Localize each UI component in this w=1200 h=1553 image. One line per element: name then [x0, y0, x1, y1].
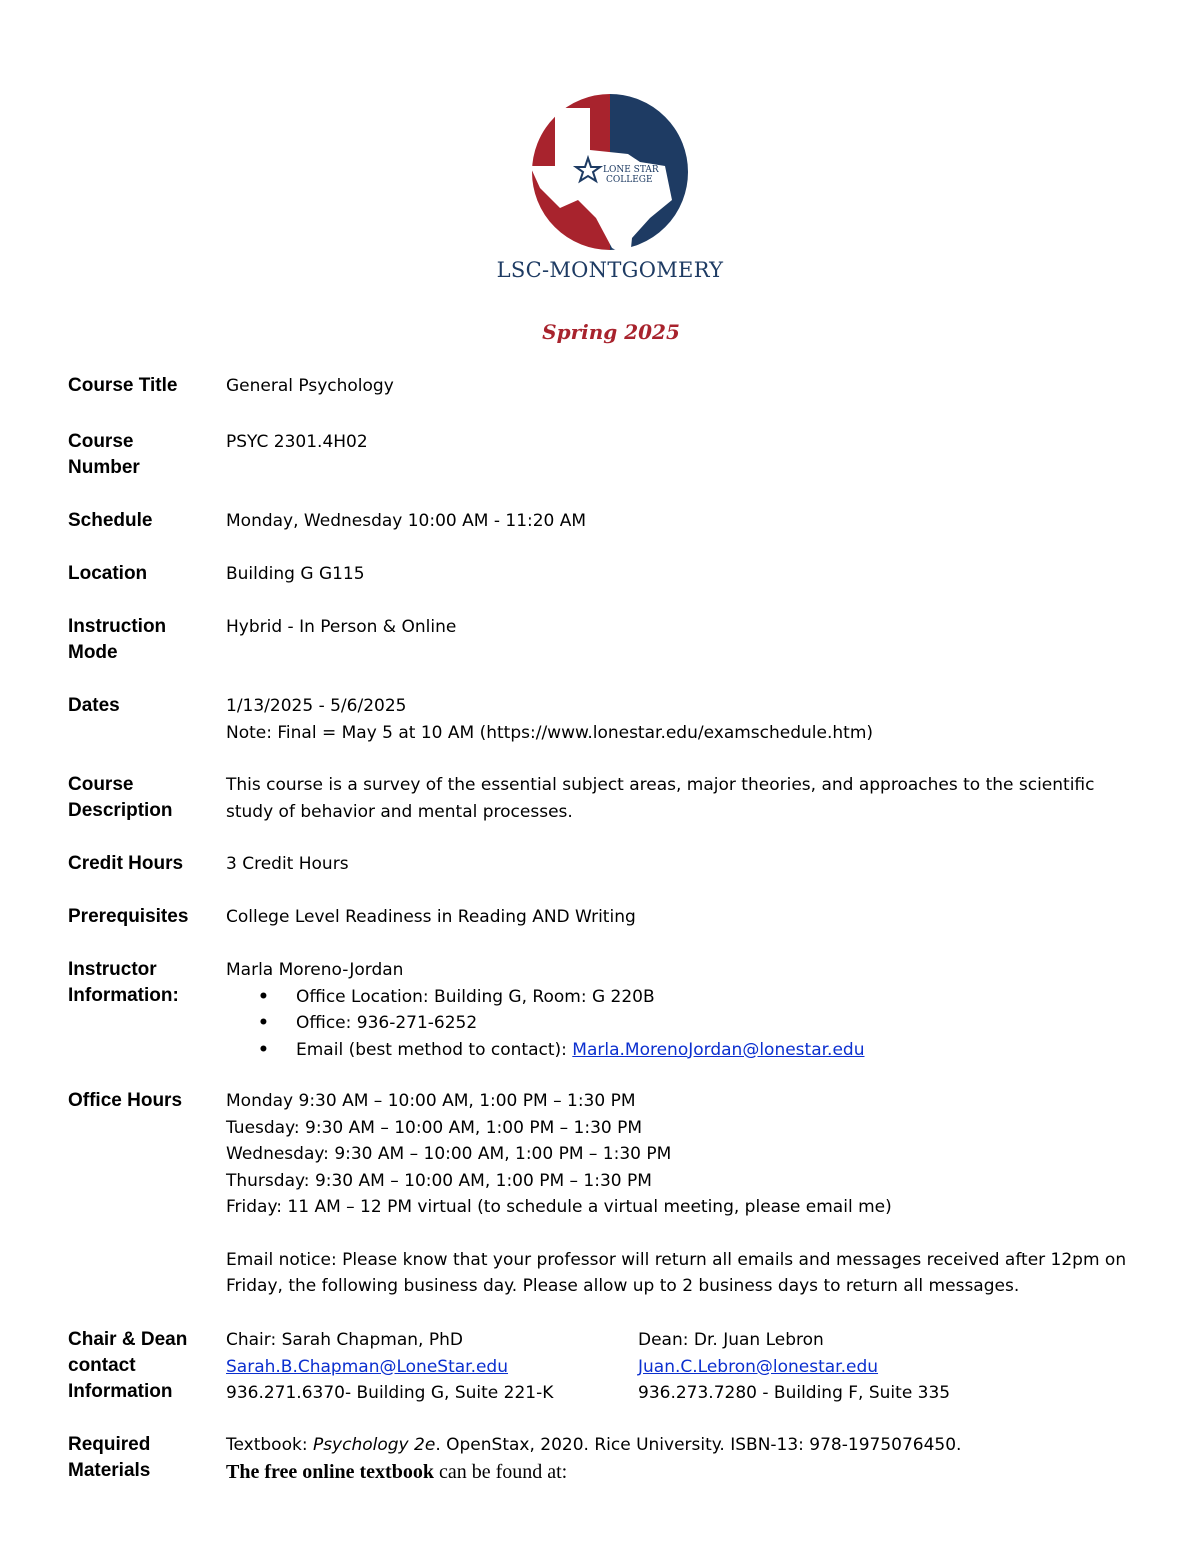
prerequisites-label: Prerequisites: [68, 906, 189, 927]
instruction-mode-label: Instruction Mode: [68, 616, 167, 663]
prerequisites-value: College Level Readiness in Reading AND Writing: [226, 907, 636, 927]
office-location: • Office Location: Building G, Room: G 220B: [226, 984, 1156, 1011]
chair-email-link[interactable]: Sarah.B.Chapman@LoneStar.edu: [226, 1356, 509, 1377]
course-description-label: Course Description: [68, 774, 173, 821]
chair-dean-label: Chair & Dean contact Information: [68, 1329, 188, 1402]
free-textbook-line: The free online textbook can be found at:: [226, 1460, 568, 1483]
course-title-value: General Psychology: [226, 376, 394, 396]
email-notice: Email notice: Please know that your professor will return all emails and messages received after 12pm on Friday, the following business day. Please allow up to 2 business days to return all messages.: [226, 1249, 1127, 1296]
office-hours-wednesday: Wednesday: 9:30 AM – 10:00 AM, 1:00 PM – 1:30 PM: [226, 1144, 672, 1164]
course-number-value: PSYC 2301.4H02: [226, 432, 368, 452]
instructor-value: [226, 957, 1156, 1063]
semester-title: Spring 2025: [542, 320, 680, 344]
schedule-label: Schedule: [68, 510, 153, 531]
schedule-value: Monday, Wednesday 10:00 AM - 11:20 AM: [226, 511, 587, 531]
office-hours-label: Office Hours: [68, 1090, 183, 1111]
required-materials-label: Required Materials: [68, 1434, 151, 1481]
credit-hours-value: 3 Credit Hours: [226, 854, 349, 874]
dean-name: Dean: Dr. Juan Lebron: [638, 1330, 824, 1350]
textbook-line: Textbook: Psychology 2e. OpenStax, 2020. Rice University. ISBN-13: 978-1975076450.: [226, 1435, 962, 1455]
email-prefix: Email (best method to contact):: [296, 1039, 573, 1060]
dean-email-link[interactable]: Juan.C.Lebron@lonestar.edu: [638, 1356, 879, 1377]
chair-name: Chair: Sarah Chapman, PhD: [226, 1330, 463, 1350]
office-hours-tuesday: Tuesday: 9:30 AM – 10:00 AM, 1:00 PM – 1:30 PM: [226, 1117, 643, 1138]
office-hours-monday: Monday 9:30 AM – 10:00 AM, 1:00 PM – 1:30 PM: [226, 1091, 636, 1111]
course-title-label: Course Title: [68, 375, 178, 396]
dates-range: 1/13/2025 - 5/6/2025: [226, 696, 407, 716]
office-hours-value: [226, 1088, 1156, 1300]
chair-contact: [226, 1327, 626, 1407]
instructor-email-item: [226, 1037, 1156, 1064]
location-label: Location: [68, 563, 148, 584]
office-hours-friday: Friday: 11 AM – 12 PM virtual (to schedule a virtual meeting, please email me): [226, 1197, 892, 1217]
course-description-value: This course is a survey of the essential subject areas, major theories, and approaches to the scientific study of behavior and mental processes.: [226, 775, 1095, 822]
dates-value: [226, 693, 1156, 746]
instructor-name: Marla Moreno-Jordan: [226, 960, 404, 980]
credit-hours-label: Credit Hours: [68, 853, 184, 874]
instructor-label: Instructor Information:: [68, 959, 179, 1006]
logo-name: LSC-MONTGOMERY: [496, 258, 724, 282]
office-phone: • Office: 936-271-6252: [226, 1010, 1156, 1037]
course-number-label: Course Number: [68, 431, 140, 478]
office-hours-thursday: Thursday: 9:30 AM – 10:00 AM, 1:00 PM – 1:30 PM: [226, 1170, 652, 1191]
instructor-details: [226, 984, 1156, 1064]
chair-phone: 936.271.6370- Building G, Suite 221-K: [226, 1383, 554, 1403]
dates-label: Dates: [68, 695, 120, 716]
location-value: Building G G115: [226, 564, 365, 584]
svg-text:LONE STAR: LONE STAR: [603, 165, 659, 175]
dean-contact: [638, 1327, 998, 1407]
required-materials-value: [226, 1432, 1156, 1485]
dean-phone: 936.273.7280 - Building F, Suite 335: [638, 1383, 951, 1403]
textbook-title: Psychology 2e: [312, 1435, 436, 1455]
svg-text:COLLEGE: COLLEGE: [606, 175, 653, 185]
instruction-mode-value: Hybrid - In Person & Online: [226, 617, 457, 637]
instructor-email-link[interactable]: Marla.MorenoJordan@lonestar.edu: [572, 1039, 865, 1060]
free-textbook-bold: The free online textbook: [226, 1460, 434, 1483]
final-exam-note: Note: Final = May 5 at 10 AM (https://www.lonestar.edu/examschedule.htm): [226, 722, 874, 743]
